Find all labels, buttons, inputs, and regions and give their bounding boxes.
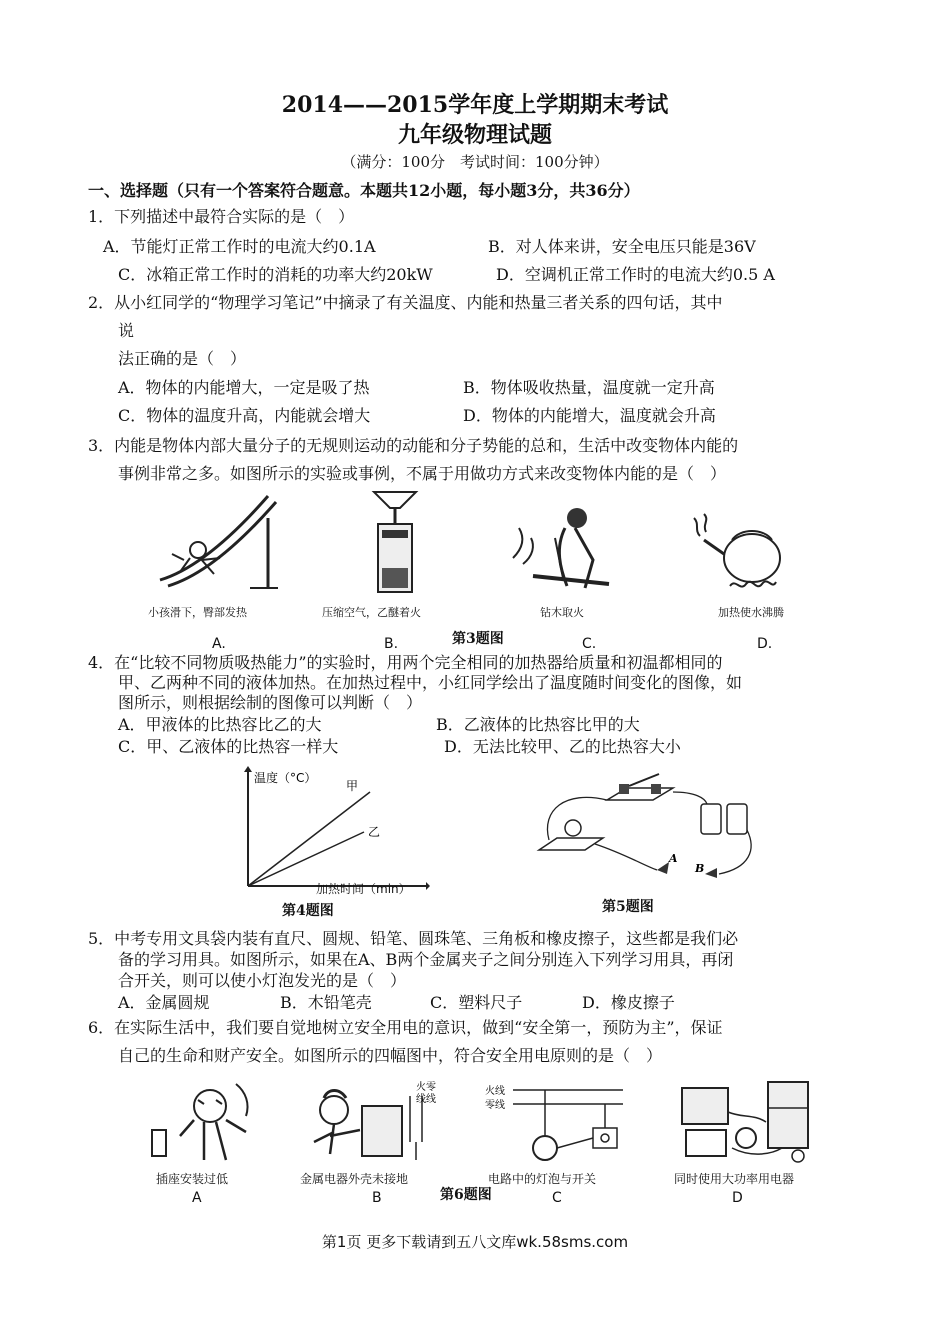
q3-letter-d: D. (757, 636, 773, 652)
q2-option-b: B．物体吸收热量，温度就一定升高 (463, 378, 715, 397)
q2-option-a: A．物体的内能增大，一定是吸了热 (118, 378, 370, 397)
q6-figure-d (672, 1078, 822, 1166)
exam-subtitle: 九年级物理试题 (397, 122, 552, 148)
q4-label-jia: 甲 (346, 779, 359, 793)
q3-label-c: 钻木取火 (540, 606, 584, 619)
q4-line2: 甲、乙两种不同的液体加热。在加热过程中，小红同学绘出了温度随时间变化的图像，如 (118, 673, 743, 692)
q4-series-jia (248, 792, 370, 886)
q6-letter-a: A (192, 1190, 202, 1206)
q3-label-b: 压缩空气，乙醚着火 (322, 606, 421, 619)
q5-option-b: B．木铅笔壳 (280, 993, 372, 1012)
q6-figure-a (150, 1080, 260, 1166)
q4-label-yi: 乙 (368, 825, 381, 839)
q6-live-label: 火线 (485, 1086, 505, 1097)
q3-line1: 3．内能是物体内部大量分子的无规则运动的动能和分子势能的总和，生活中改变物体内能的 (88, 436, 739, 455)
q3-figure-slide (150, 488, 280, 598)
q6-fridge (768, 1082, 808, 1148)
q4-option-c: C．甲、乙液体的比热容一样大 (118, 737, 339, 756)
q6-letter-d: D (732, 1190, 743, 1206)
q6-neutral-label: 零线 (485, 1100, 505, 1111)
q5-option-c: C．塑料尺子 (430, 993, 523, 1012)
q4-series-yi (248, 832, 364, 886)
q1-option-d: D．空调机正常工作时的电流大约0.5 A (496, 265, 775, 284)
q3-letter-a: A. (212, 636, 226, 652)
q5-line1: 5．中考专用文具袋内装有直尺、圆规、铅笔、圆珠笔、三角板和橡皮擦子，这些都是我们必 (88, 929, 739, 948)
q4-option-d: D．无法比较甲、乙的比热容大小 (444, 737, 681, 756)
q4-line3: 图所示，则根据绘制的图像可以判断（ ） (118, 693, 423, 712)
q6-appliance (362, 1106, 402, 1156)
q3-line2: 事例非常之多。如图所示的实验或事例，不属于用做功方式来改变物体内能的是（ ） (118, 464, 727, 483)
q3-label-d: 加热使水沸腾 (718, 606, 784, 619)
q6-label-c: 电路中的灯泡与开关 (488, 1172, 597, 1186)
q4-x-label: 加热时间（min） (316, 882, 411, 896)
q5-circuit (535, 770, 757, 888)
q6-label-a: 插座安装过低 (156, 1172, 229, 1186)
q6-line2: 自己的生命和财产安全。如图所示的四幅图中，符合安全用电原则的是（ ） (118, 1046, 663, 1065)
q5-line2: 备的学习用具。如图所示，如果在A、B两个金属夹子之间分别连入下列学习用具，再闭 (118, 950, 734, 969)
q5-clip-b[interactable] (705, 868, 717, 878)
q5-switch-base (607, 788, 673, 800)
q3-caption: 第3题图 (452, 631, 504, 647)
q4-line1: 4．在“比较不同物质吸热能力”的实验时，用两个完全相同的加热器给质量和初温都相同的 (88, 653, 723, 672)
q1-stem: 1．下列描述中最符合实际的是（ ） (88, 207, 355, 226)
q6-figure-b (300, 1080, 460, 1166)
q6-letter-c: C (552, 1190, 562, 1206)
exam-meta: （满分：100分 考试时间：100分钟） (341, 153, 609, 171)
q5-caption: 第5题图 (602, 899, 654, 915)
q5-bulb (565, 820, 581, 836)
q6-socket (152, 1130, 166, 1156)
section-heading: 一、选择题（只有一个答案符合题意。本题共12小题，每小题3分，共36分） (88, 181, 640, 200)
q2-line3: 法正确的是（ ） (118, 349, 247, 368)
q6-figure-c (485, 1080, 625, 1166)
q6-line1: 6．在实际生活中，我们要自觉地树立安全用电的意识，做到“安全第一，预防为主”，保证 (88, 1018, 723, 1037)
q1-option-b: B．对人体来讲，安全电压只能是36V (488, 237, 756, 256)
q5-battery-2 (727, 804, 747, 834)
q6-b-wire-label-2: 线线 (416, 1094, 436, 1105)
q5-line3: 合开关，则可以使小灯泡发光的是（ ） (118, 971, 407, 990)
q2-line2: 说 (118, 321, 135, 340)
q5-battery-1 (701, 804, 721, 834)
q4-y-label: 温度（°C） (254, 771, 317, 785)
q6-label-b: 金属电器外壳未接地 (300, 1172, 409, 1186)
q3-letter-b: B. (384, 636, 399, 652)
q5-clip-a-label: A (669, 852, 678, 865)
q4-caption: 第4题图 (282, 903, 334, 919)
q4-option-b: B．乙液体的比热容比甲的大 (436, 715, 640, 734)
q1-option-c: C．冰箱正常工作时的消耗的功率大约20kW (118, 265, 433, 284)
q6-bulb (533, 1136, 557, 1160)
q5-option-d: D．橡皮擦子 (582, 993, 675, 1012)
q6-caption: 第6题图 (440, 1187, 492, 1203)
q6-label-d: 同时使用大功率用电器 (674, 1172, 795, 1186)
q3-figure-kettle (690, 510, 800, 600)
q5-clip-a[interactable] (657, 862, 669, 874)
q5-clip-b-label: B (695, 862, 705, 875)
q3-letter-c: C. (582, 636, 597, 652)
q4-graph (238, 766, 430, 894)
q3-figure-piston (360, 488, 430, 598)
q3-figure-drill (505, 498, 615, 598)
q3-label-a: 小孩滑下，臀部发热 (148, 606, 247, 619)
q6-letter-b: B (372, 1190, 382, 1206)
q6-b-wire-label-1: 火零 (416, 1082, 436, 1093)
exam-title: 2014——2015学年度上学期期末考试 (281, 92, 669, 118)
q2-option-d: D．物体的内能增大，温度就会升高 (463, 406, 716, 425)
q1-option-a: A．节能灯正常工作时的电流大约0.1A (103, 237, 376, 256)
q4-option-a: A．甲液体的比热容比乙的大 (118, 715, 322, 734)
q5-option-a: A．金属圆规 (118, 993, 210, 1012)
q6-tv (682, 1088, 728, 1124)
q2-option-c: C．物体的温度升高，内能就会增大 (118, 406, 371, 425)
page-footer: 第1页 更多下载请到五八文库wk.58sms.com (321, 1233, 629, 1251)
q2-line1: 2．从小红同学的“物理学习笔记”中摘录了有关温度、内能和热量三者关系的四句话，其中 (88, 293, 723, 312)
